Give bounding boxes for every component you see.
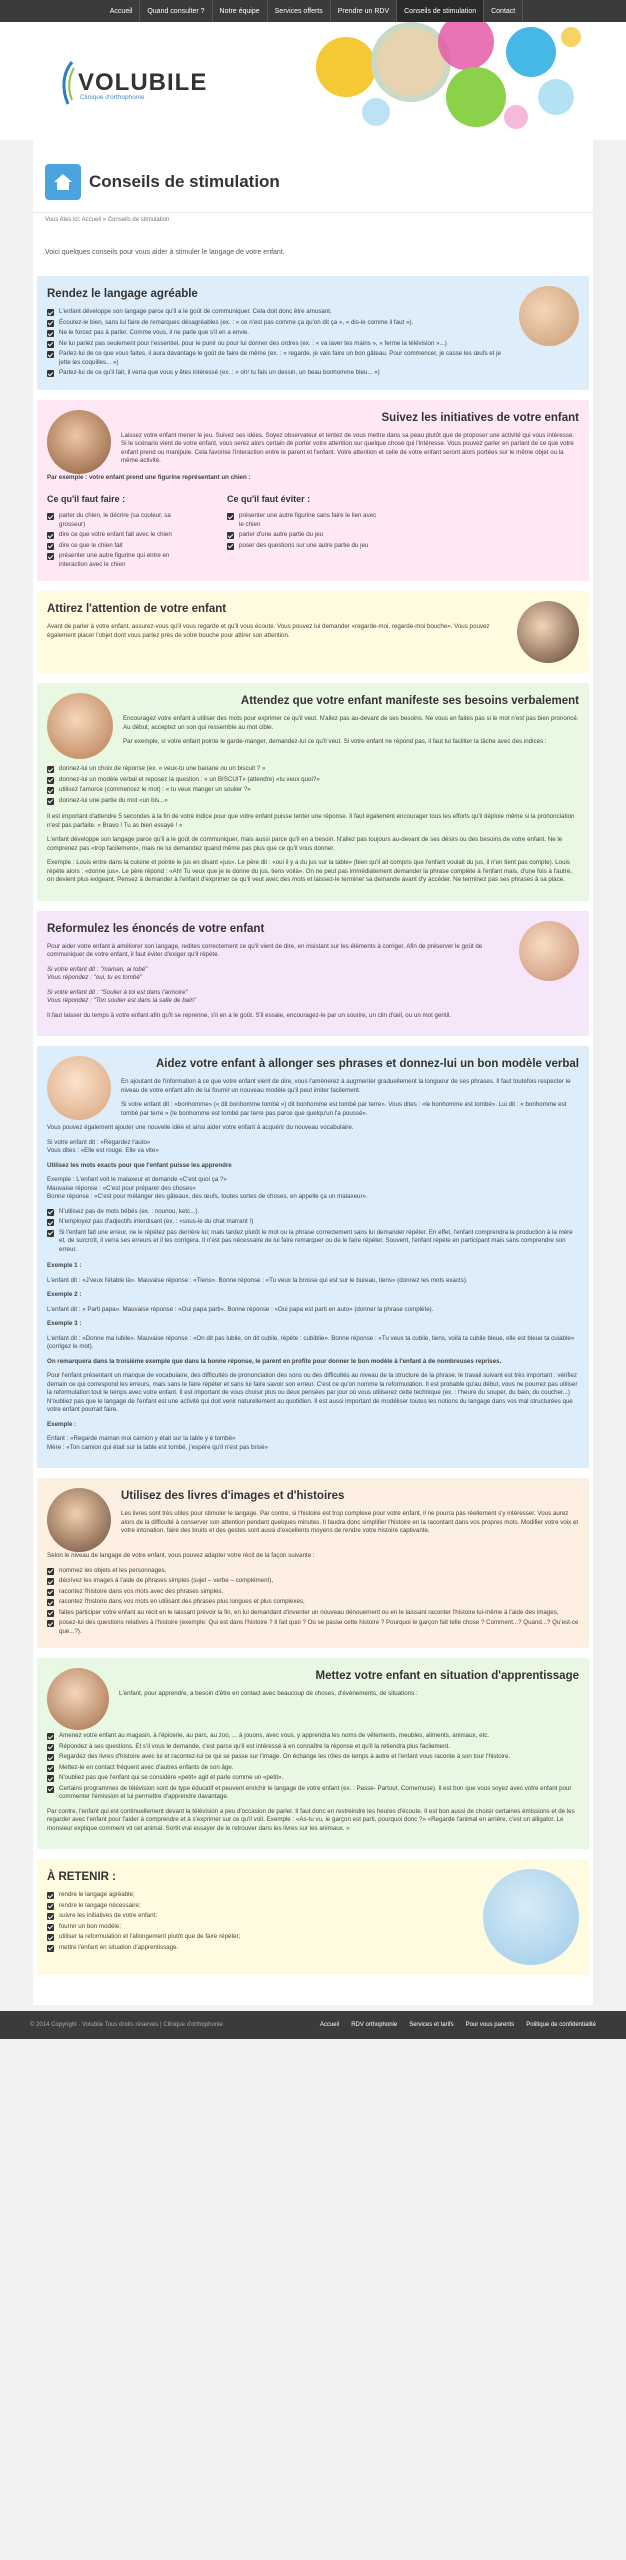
list-item-text: Répondez à ses questions. Et s'il vous le demande, c'est parce qu'il est intéressé à en connaître la réponse et qu'il la retiendra plus facilement. — [59, 1742, 450, 1750]
list-item-text: parler du chien, le décrire (sa couleur, sa grosseur) — [59, 512, 171, 528]
checkmark-icon — [47, 1230, 54, 1237]
checkmark-icon — [47, 309, 54, 316]
section-paragraph: L'enfant développe son langage parce qu'il a le goût de communiquer, mais aussi parce qu'il en a besoin. N'allez pas toujours au-devant de ses désirs ou des besoins de votre enfant. Ne le comprenez pas «trop facilement», mais ne lui demandez quand même pas plus que ce qu'il vous donner. — [47, 836, 563, 852]
list-item — [47, 350, 509, 367]
checkmark-icon — [47, 1620, 54, 1627]
list-item — [47, 786, 579, 795]
list-item — [227, 542, 377, 551]
checkmark-icon — [47, 1945, 54, 1952]
list-item-text: Certains programmes de télévision sont de type éducatif et peuvent enrichir le langage de votre enfant (ex. : Passe- Partout, Cornemuse). Il est bon que vous soyez avec votre enfant pour commenter l'émission et lui permettre d'apprendre davantage. — [59, 1784, 572, 1800]
section-title: Attendez que votre enfant manifeste ses besoins verbalement — [240, 695, 579, 707]
list-item — [47, 1902, 473, 1911]
top-navigation — [0, 0, 626, 22]
list-item — [47, 797, 579, 806]
list-item-text: utiliser la reformulation et l'allongement plutôt que de faire répéter; — [59, 1933, 241, 1940]
list-item-text: L'enfant développe son langage parce qu'il a le goût de communiquer. Cela doit donc être amusant. — [59, 308, 332, 315]
example-heading: Exemple 3 : — [47, 1320, 82, 1327]
list-item — [47, 542, 197, 551]
list-item-text: poser des questions sur une autre partie du jeu — [239, 541, 369, 549]
checkmark-icon — [47, 798, 54, 805]
section-title: À RETENIR : — [47, 1871, 116, 1883]
list-item-text: utilisez l'amorce (commencez le mot) : « tu veux manger un soulier ?» — [59, 786, 251, 793]
example-line: Bonne réponse : «C'est pour mélanger des gâteaux, des œufs, toutes sortes de choses, en appelle ça un malaxeur». — [47, 1193, 368, 1200]
list-item — [47, 1944, 473, 1953]
nav-item[interactable]: Quand consulter ? — [140, 0, 212, 22]
page-intro: Voici quelques conseils pour vous aider à stimuler le langage de votre enfant. — [45, 249, 285, 256]
checkmark-icon — [47, 1934, 54, 1941]
example-line: L'enfant dit : «J'veux l'étable là». Mauvaise réponse : «Tiens». Bonne réponse : «Tu veux la brosse qui est sur le bureau, tiens» (donnez les mots exacts). — [47, 1276, 468, 1284]
list-item-text: présenter une autre figurine sans faire le lien avec le chien — [239, 512, 377, 528]
checkmark-icon — [227, 543, 234, 550]
list-item — [47, 1891, 473, 1900]
section-paragraph: L'enfant, pour apprendre, a besoin d'être en contact avec beaucoup de choses, d'événements, de situations : — [119, 1690, 418, 1697]
list-item-text: Écoutez-le bien, sans lui faire de remarques désagréables (ex. : « ce n'est pas comme ça qu'on dit ça », « dis-le comme il faut »). — [59, 318, 414, 326]
example-heading: Exemple : — [47, 1420, 77, 1428]
list-item-text: donnez-lui un choix de réponse (ex. « veux-tu une banane ou un biscuit ? » — [59, 765, 266, 772]
section-besoins-verbalement — [37, 683, 589, 901]
list-item — [47, 765, 579, 774]
page-title: Conseils de stimulation — [89, 172, 280, 191]
list-item — [47, 1753, 579, 1762]
section-attention — [37, 591, 589, 673]
footer-link[interactable]: Accueil — [319, 2022, 340, 2028]
example-line: L'enfant dit : «Donne ma lubile». Mauvaise réponse : «On dit pas lubile, on dit cubile, répète : cubiblie». Bonne réponse : «Tu veux ta cubile, tiens, voilà ta cubile bleue, elle est bleue ta cuiable» (corrigez le mot). — [47, 1334, 575, 1350]
child-photo — [47, 1668, 109, 1730]
list-item-text: donnez-lui une partie du mot «un bis...» — [59, 796, 168, 804]
checkmark-icon — [47, 1568, 54, 1575]
section-title: Rendez le langage agréable — [47, 288, 198, 300]
list-item — [47, 1774, 579, 1783]
list-item — [47, 1577, 579, 1586]
checkmark-icon — [47, 1578, 54, 1585]
list-item — [47, 340, 509, 349]
checkmark-icon — [47, 513, 54, 520]
footer-link[interactable]: Services et tarifs — [409, 2022, 454, 2028]
list-item-text: racontez l'histoire dans vos mots avec des phrases simples, — [59, 1587, 224, 1595]
list-item — [47, 1619, 579, 1636]
site-footer — [0, 2011, 626, 2039]
list-item-text: fournir un bon modèle; — [59, 1922, 121, 1930]
section-paragraph: Par exemple, si votre enfant pointe le garde-manger, demandez-lui ce qu'il veut. Si votre enfant ne répond pas, il faut lui faciliter la tâche avec des indices : — [123, 738, 547, 745]
content-area — [33, 140, 593, 2005]
dont-title: Ce qu'il faut éviter : — [227, 494, 311, 504]
nav-item[interactable]: Services offerts — [268, 0, 331, 22]
list-item — [47, 1218, 579, 1227]
list-item — [47, 552, 197, 569]
list-item — [47, 1567, 579, 1576]
checkmark-icon — [47, 1733, 54, 1740]
footer-link[interactable]: Pour vous parents — [465, 2022, 515, 2028]
footer-link[interactable]: RDV orthophonie — [351, 2022, 398, 2028]
do-title: Ce qu'il faut faire : — [47, 494, 126, 504]
list-item-text: Ne lui parlez pas seulement pour l'essentiel, pour le punir ou pour lui donner des ordres (ex. : « va laver tes mains », « ferme la télévision »...) — [59, 339, 447, 347]
home-icon — [45, 164, 81, 200]
example-line: Mère : «Ton camion qui était sur la table est tombé, j'espère qu'il n'est pas brisé» — [47, 1443, 268, 1451]
section-paragraph: Vous pouvez également ajouter une nouvelle idée et ainsi aider votre enfant à acquérir du nouveau vocabulaire. — [47, 1124, 354, 1131]
list-item — [47, 1785, 579, 1802]
checkmark-icon — [47, 330, 54, 337]
checkmark-icon — [47, 1786, 54, 1793]
list-item-text: parler d'une autre partie du jeu — [239, 531, 324, 538]
example-line: Si votre enfant dit : "Soulier à toi est dans l'armoire" — [47, 988, 188, 996]
section-a-retenir — [37, 1859, 589, 1975]
section-apprentissage — [37, 1658, 589, 1849]
example-line: Si votre enfant dit : "maman, ai tobé" — [47, 965, 148, 973]
list-item — [47, 1933, 473, 1942]
list-item-text: Si l'enfant fait une erreur, ne le répétez pas derrière lui; mais tardez plutôt le mot ou la phrase correctement sans lui demander répéter. En effet, l'enfant comprendra la production à la mère et, de surcroît, il verra ses erreurs et il les corrigera. Il n'est pas nécessaire de lui faire remarquer ou de le faire répéter. Souvent, l'enfant répète en participant mais sans comprendre son erreur. — [59, 1228, 573, 1253]
checkmark-icon — [47, 370, 54, 377]
example-line: Si votre enfant dit : «Regardez l'auto» — [47, 1138, 151, 1146]
list-item-text: suivre les initiatives de votre enfant; — [59, 1912, 158, 1919]
list-item-text: présenter une autre figurine qui entre en interaction avec le chien — [59, 552, 170, 568]
section-title: Utilisez des livres d'images et d'histoires — [121, 1490, 345, 1502]
child-photo — [519, 921, 579, 981]
list-item — [47, 1923, 473, 1932]
list-item-text: Parlez-lui de ce qu'il fait, il verra que vous y êtes intéressé (ex. : « oh! tu fais un dessin, un beau bonhomme bleu... ») — [59, 369, 380, 376]
list-item-text: racontez l'histoire dans vos mots en utilisant des phrases plus longues et plus complexes, — [59, 1598, 305, 1605]
list-item — [47, 1743, 579, 1752]
checkmark-icon — [47, 1599, 54, 1606]
section-paragraph: En ajoutant de l'information à ce que votre enfant vient de dire, vous l'amènerez à augmenter graduellement la longueur de ses phrases. Il faut toutefois respecter le niveau de votre enfant afin de lui fournir un nouveau modèle qu'il peut imiter facilement. — [121, 1078, 571, 1094]
section-paragraph: Selon le niveau de langage de votre enfant, vous pouvez adapter votre récit de la façon suivante : — [47, 1552, 315, 1559]
note: On remarquera dans la troisième exemple que dans la bonne réponse, le parent en profite pour donner le bon modèle à l'enfant à de nombreuses reprises. — [47, 1357, 502, 1365]
nav-item[interactable]: Prendre un RDV — [331, 0, 397, 22]
checkmark-icon — [47, 553, 54, 560]
child-photo — [47, 1056, 111, 1120]
footer-copyright: © 2014 Copyright · Volubile Tous droits réservés | Clinique d'orthophonie — [30, 2022, 223, 2028]
list-item-text: N'employez pas d'adjectifs interdisant (ex. : «sous-le du chat marrant !) — [59, 1218, 254, 1225]
section-paragraph: Exemple : Louis entre dans la cuisine et pointe le jus en disant «jus». Le père dit : «oui il y a du jus sur la table» (bien qu'il ait compris que l'enfant voulait du jus, il n'en tient pas compte). Louis répète alors : «donne jus». Le père répond : «Ah! Tu veux que je te donne du jus, tiens voilà». On ne peut pas immédiatement demander la phrase complète à l'enfant mais, d'une fois à l'autre, on devient plus exigeant. Pensez à demander à l'enfant d'exprimer ce qu'il veut avec des mots et laissez-le terminer sa demande avant d'y accéder. Ne terminez pas ses phrases à sa place. — [47, 859, 572, 883]
section-title: Attirez l'attention de votre enfant — [47, 603, 227, 615]
checkmark-icon — [47, 351, 54, 358]
list-item-text: rendre le langage nécessaire; — [59, 1901, 141, 1909]
list-item — [227, 512, 377, 529]
checkmark-icon — [47, 787, 54, 794]
child-photo — [517, 601, 579, 663]
section-paragraph: Encouragez votre enfant à utiliser des mots pour exprimer ce qu'il veut. N'allez pas au-devant de ses besoins. Ne vous en faites pas si le mot n'est pas bien prononcé. Au début, acceptez un son qui ressemble au mot cible. — [123, 715, 579, 731]
list-item — [47, 1732, 579, 1741]
section-title: Aidez votre enfant à allonger ses phrases et donnez-lui un bon modèle verbal — [155, 1058, 579, 1070]
child-photo — [519, 286, 579, 346]
checkmark-icon — [227, 513, 234, 520]
checkmark-icon — [47, 543, 54, 550]
example-line: Exemple : L'enfant voit le malaxeur et demande «C'est quoi ça ?» — [47, 1176, 227, 1183]
logo-swoosh-icon — [60, 60, 76, 106]
checkmark-icon — [47, 1589, 54, 1596]
section-paragraph: Avant de parler à votre enfant, assurez-vous qu'il vous regarde et qu'il vous écoute. Vous pouvez lui demander «regarde-moi, regarde-moi bouche». Vous pouvez également placer l'objet dont vous parlez près de votre bouche pour attirer son attention. — [47, 623, 490, 639]
section-allonger-phrases — [37, 1046, 589, 1468]
child-photo — [47, 410, 111, 474]
logo-name: VOLUBILE — [78, 69, 208, 96]
list-item-text: Regardez des livres d'histoire avec lui et racontez-lui ce qui se passe sur l'image. On échange les rôles de temps à autre et l'enfant vous raconte à son tour l'histoire. — [59, 1753, 511, 1760]
list-item — [47, 1588, 579, 1597]
list-item — [47, 1229, 579, 1255]
list-item-text: rendre le langage agréable; — [59, 1891, 135, 1898]
subheading: Utilisez les mots exacts pour que l'enfant puisse les apprendre — [47, 1161, 232, 1169]
nav-item[interactable]: Notre équipe — [213, 0, 268, 22]
checkmark-icon — [47, 1209, 54, 1216]
nav-item[interactable]: Accueil — [103, 0, 141, 22]
list-item-text: décrivez les images à l'aide de phrases simples (sujet – verbe – complément), — [59, 1577, 274, 1584]
example-heading: Exemple 1 : — [47, 1262, 82, 1269]
checkmark-icon — [47, 1744, 54, 1751]
section-livres — [37, 1478, 589, 1648]
list-item — [47, 369, 509, 378]
checkmark-icon — [47, 1765, 54, 1772]
checkmark-icon — [47, 1775, 54, 1782]
section-title: Suivez les initiatives de votre enfant — [381, 411, 579, 424]
checkmark-icon — [47, 766, 54, 773]
list-item-text: nommez les objets et les personnages, — [59, 1566, 167, 1574]
section-paragraph: Il est important d'attendre 5 secondes à la fin de votre indice pour que votre enfant puisse tenter une réponse. Il faut également encourager tous les efforts qu'il déploie même si la prononciation n'est pas parfaite. « Bravo ! Tu as bien essayé ! » — [47, 813, 575, 829]
list-item — [47, 319, 509, 328]
list-item-text: faites participer votre enfant au récit en le laissant prévoir la fin, en lui demandant d'inventer un nouveau dénouement ou en le laissant raconter l'histoire lui-même à l'aide des images, — [59, 1608, 559, 1616]
list-item-text: dire ce que votre enfant fait avec le chien — [59, 531, 172, 538]
list-item-text: N'utilisez pas de mots bébés (ex. : nounou, ketc...). — [59, 1207, 200, 1215]
example-line: Mauvaise réponse : «C'est pour préparer des choses» — [47, 1184, 196, 1192]
nav-item[interactable]: Conseils de stimulation — [397, 0, 484, 22]
list-item — [47, 329, 509, 338]
child-photo — [47, 1488, 111, 1552]
list-item-text: Ne le forcez pas à parler. Comme vous, il ne parle que s'il en a envie. — [59, 329, 249, 336]
example-line: Enfant : «Regarde maman moi camion y était sur la table y é tombé» — [47, 1435, 236, 1442]
nav-item[interactable]: Contact — [484, 0, 523, 22]
list-item-text: dire ce que le chien fait — [59, 541, 123, 549]
child-photo — [483, 1869, 579, 1965]
list-item-text: posez-lui des questions relatives à l'histoire (exemple: Qui est dans l'histoire ? Il fait quoi ? Où se passe cette histoire ? Pourquoi le garçon fait telle chose ? Comment...? Quand...? Qu'est-ce que...?). — [59, 1619, 579, 1635]
section-paragraph: Pour l'enfant présentant un manque de vocabulaire, des difficultés de prononciation des sons ou des difficultés au niveau de la structure de la phrase, le travail suivant est très important : vérifiez demain ce qui correspond les erreurs, mais sans le faire répéter et sans lui faire savoir son erreur. C'est ce qu'on nomme la reformulation. Il est probable qu'au début, vous ne pourrez pas utiliser la reformulation tout le temps avec votre enfant. Il est important de vous choisir plus ou deux pensées par jour où vous utiliserez cette technique (ex. : l'heure du souper, du bain, du coucher...) N'oubliez pas que le langage de l'enfant est une activité qui doit venir naturellement au quotidien. Il est aussi important de modéliser toutes les notions du langage dans vos mal structurées que votre enfant pourrait faire. — [47, 1372, 578, 1413]
checkmark-icon — [47, 320, 54, 327]
logo-tagline: Clinique d'orthophonie — [80, 94, 145, 101]
example-label: Par exemple : votre enfant prend une figurine représentant un chien : — [47, 473, 251, 481]
footer-link[interactable]: Politique de confidentialité — [526, 2022, 596, 2028]
checkmark-icon — [47, 1892, 54, 1899]
checkmark-icon — [47, 1754, 54, 1761]
site-logo[interactable] — [60, 60, 207, 106]
section-title: Reformulez les énoncés de votre enfant — [47, 922, 265, 935]
section-paragraph: Il faut laisser du temps à votre enfant afin qu'il se reprenne, s'il en a le goût. S'il essaie, encouragez-le par un sourire, un clin d'œil, ou un mot gentil. — [47, 1011, 452, 1019]
section-rendre-agreable — [37, 276, 589, 390]
list-item — [47, 1764, 579, 1773]
list-item-text: Parlez-lui de ce que vous faites, il aura davantage le goût de faire de même (ex. : « regarde, je vais faire un bon gâteau. Pour commencer, je casse les œufs et je jette les coquilles... ») — [59, 350, 501, 366]
checkmark-icon — [47, 777, 54, 784]
header-bubbles-image — [316, 22, 586, 140]
breadcrumb[interactable]: Vous êtes ici: Accueil » Conseils de stimulation — [45, 217, 170, 223]
list-item — [47, 1208, 579, 1217]
example-heading: Exemple 2 : — [47, 1291, 82, 1298]
list-item — [47, 308, 509, 317]
example-line: Vous répondez : "oui, tu es tombé" — [47, 974, 142, 981]
list-item — [47, 1598, 579, 1607]
list-item — [47, 1609, 579, 1618]
section-initiatives — [37, 400, 589, 582]
checkmark-icon — [47, 1913, 54, 1920]
list-item — [47, 512, 197, 529]
checkmark-icon — [47, 341, 54, 348]
section-title: Mettez votre enfant en situation d'apprentissage — [315, 1670, 579, 1682]
site-header — [0, 22, 626, 140]
list-item-text: Mettez-le en contact fréquent avec d'autres enfants de son âge. — [59, 1763, 234, 1771]
example-line: Vous répondez : "Ton soulier est dans la salle de bain" — [47, 997, 197, 1004]
list-item — [47, 1912, 473, 1921]
list-item — [47, 776, 579, 785]
section-paragraph: Si votre enfant dit : «bonhomme» (« dit bonhomme tombé ») dit bonhomme est tombé par terre». Vous dites : «le bonhomme est tombé». Lui dit : « bonhomme est tombé par terre » (le bonhomme est tombé par terre pas parce que quelqu'un l'a poussé». — [121, 1101, 567, 1117]
footer-links — [320, 2022, 596, 2028]
section-paragraph: Les livres sont très utiles pour stimuler le langage. Par contre, si l'histoire est trop complexe pour votre enfant, il ne pourra pas réellement s'y intéresser. Vous aurez alors de la difficulté à conserver son attention pendant quelques minutes. Il faudra donc simplifier l'histoire en la racontant dans vos propres mots. Modifier votre voix et votre intonation, faire des bruits et des gestes sont aussi d'excellents moyens de rendre votre histoire captivante. — [121, 1510, 579, 1534]
list-item-text: mettre l'enfant en situation d'apprentissage. — [59, 1943, 179, 1951]
example-line: Vous dites : «Elle est rouge. Elle va vite» — [47, 1147, 159, 1154]
child-photo — [47, 693, 113, 759]
section-reformulez — [37, 911, 589, 1037]
list-item — [47, 531, 197, 540]
checkmark-icon — [47, 1903, 54, 1910]
checkmark-icon — [47, 1610, 54, 1617]
list-item — [227, 531, 377, 540]
list-item-text: donnez-lui un modèle verbal et reposez la question : « un BISCUIT» (attendre) «tu veux quoi?» — [59, 775, 320, 783]
page-title-row — [33, 152, 593, 213]
list-item-text: Amenez votre enfant au magasin, à l'épicerie, au parc, au zoo, ... à jouons, avec vous, y apprendra les noms de vêtements, meubles, aliments, animaux, etc. — [59, 1732, 490, 1739]
section-paragraph: Laissez votre enfant mener le jeu. Suivez ses idées. Soyez observateur et tentez de vous mettre dans sa peau plutôt que de proposer une activité qui vous intéresse. Si le scénario vient de votre enfant, vous serez alors certain de porter votre attention sur quelque chose qui l'intéresse. Vous pouvez parler en parlant de ce que votre enfant prend ou manipule. Cela favorise l'interaction entre le parent et l'enfant. Votre attention et celle de votre enfant seront alors portées sur le même objet ou la même activité. — [121, 431, 574, 464]
checkmark-icon — [47, 532, 54, 539]
checkmark-icon — [47, 1924, 54, 1931]
section-paragraph: Pour aider votre enfant à améliorer son langage, redites correctement ce qu'il vient de dire, en insistant sur les éléments à corriger. Afin de préserver le goût de communiquer de votre enfant, il faut éviter d'exiger qu'il répète. — [47, 942, 483, 958]
list-item-text: N'oubliez pas que l'enfant qui se considère «petit» agit et parle comme un «petit». — [59, 1774, 284, 1781]
section-paragraph: Par contre, l'enfant qui est continuellement devant la télévision a peu d'occasion de parler. Il faut donc en restreindre les heures d'écoute. Il est bon aussi de choisir certaines émissions et de les regarder avec l'enfant pour l'aider à comprendre et à s'exprimer sur ce qu'il voit. Exemple : «As-tu vu, le garçon est parti, pourquoi donc ?» «Regarde l'animal en arrière, c'est un alligator. Le monsieur explique comment vit cet animal. Sortit vrai essayer de le retrouver dans les livres sur les animaux. » — [47, 1807, 575, 1832]
example-line: L'enfant dit : « Parti papa». Mauvaise réponse : «Oui papa parti». Bonne réponse : «Oui papa est parti en auto» (donner la phrase complète). — [47, 1305, 434, 1313]
checkmark-icon — [227, 532, 234, 539]
checkmark-icon — [47, 1219, 54, 1226]
